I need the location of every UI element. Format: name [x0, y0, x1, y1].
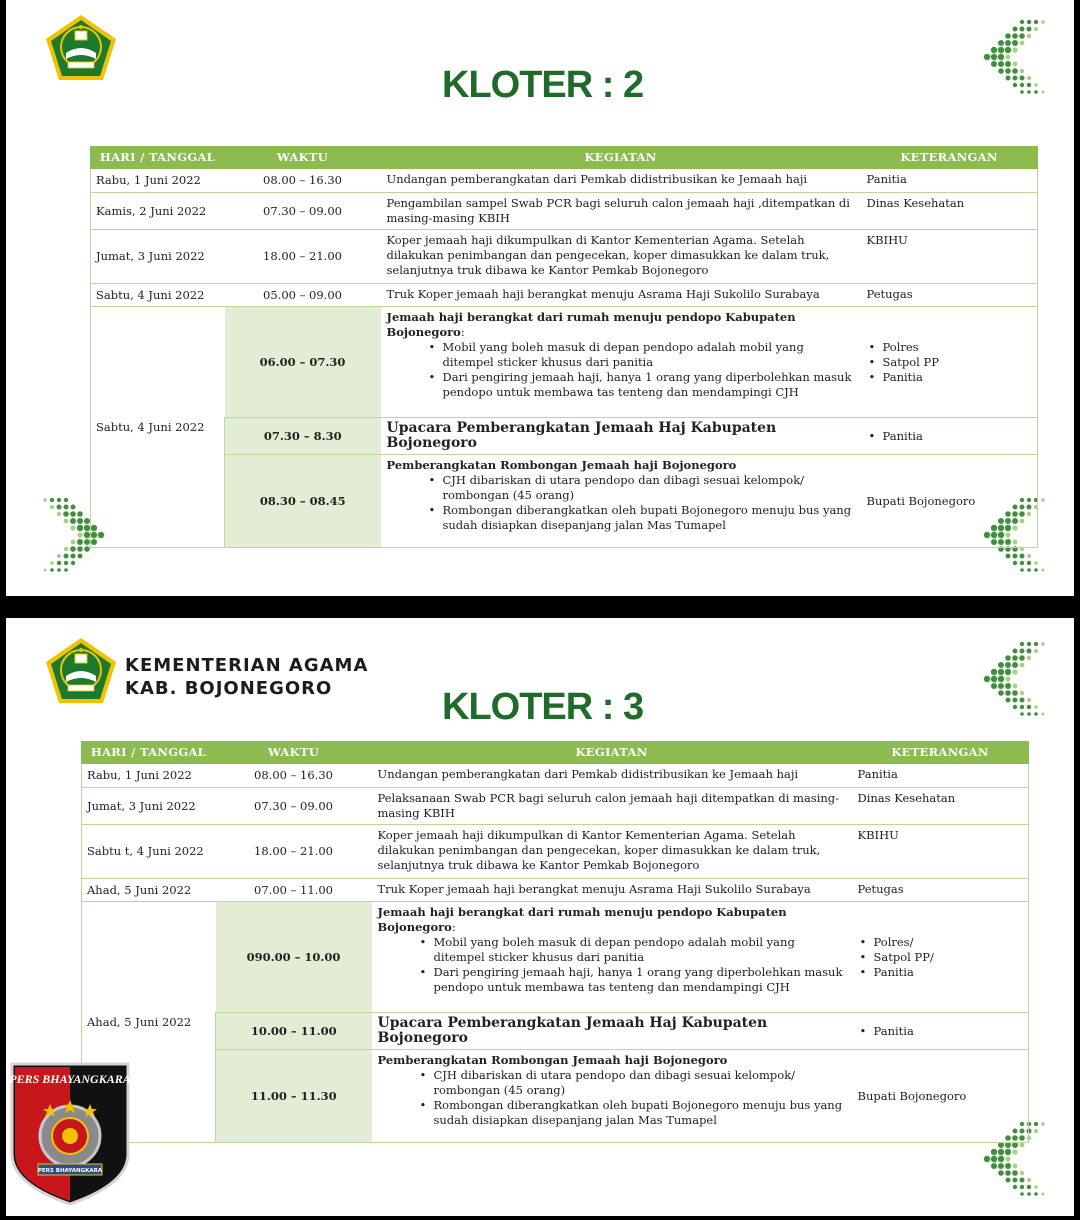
cell-hari: Jumat, 3 Juni 2022: [91, 230, 225, 284]
table-row: [91, 418, 1038, 455]
list-item: • Polres/: [874, 935, 1023, 950]
cell-kegiatan: Pengambilan sampel Swab PCR bagi seluruh calon jemaah haji ,ditempatkan di masing-masing KBIH: [381, 193, 861, 230]
cell-hari: Sabtu t, 4 Juni 2022: [82, 825, 216, 879]
table-row: [82, 825, 1029, 879]
column-header-keterangan: KETERANGAN: [861, 147, 1038, 169]
cell-waktu: 18.00 – 21.00: [216, 825, 372, 879]
table-row: [91, 230, 1038, 284]
cell-kegiatan: Koper jemaah haji dikumpulkan di Kantor Kementerian Agama. Setelah dilakukan penimbangan dan pengecekan, koper dimasukkan ke dalam truk, selanjutnya truk dibawa ke Kantor Pemkab Bojonegoro: [372, 825, 852, 879]
cell-keterangan: Panitia: [852, 764, 1029, 788]
schedule-panel-kloter-3: [6, 618, 1074, 1216]
schedule-table: [81, 741, 1029, 1143]
cell-keterangan: [852, 902, 1029, 1013]
table-header-row: [82, 742, 1029, 764]
list-item: • Dari pengiring jemaah haji, hanya 1 orang yang diperbolehkan masuk pendopo untuk membawa tas tenteng dan mendampingi CJH: [434, 965, 846, 995]
cell-kegiatan: Truk Koper jemaah haji berangkat menuju Asrama Haji Sukolilo Surabaya: [372, 879, 852, 902]
heading-suffix: :: [451, 920, 456, 934]
cell-keterangan: KBIHU: [852, 825, 1029, 879]
activity-bullet-list: [387, 473, 855, 533]
org-name-line-2: KAB. BOJONEGORO: [125, 678, 333, 699]
table-row: [82, 902, 1029, 1013]
activity-heading: Pemberangkatan Rombongan Jemaah haji Bojonegoro: [377, 1053, 728, 1067]
activity-bullet-list: [378, 1068, 846, 1128]
cell-keterangan: Dinas Kesehatan: [852, 788, 1029, 825]
activity-heading: Jemaah haji berangkat dari rumah menuju pendopo Kabupaten Bojonegoro: [386, 310, 796, 339]
keterangan-list: [858, 1024, 1023, 1039]
keterangan-list: [867, 340, 1032, 385]
cell-waktu: 18.00 – 21.00: [225, 230, 381, 284]
activity-heading: Jemaah haji berangkat dari rumah menuju pendopo Kabupaten Bojonegoro: [377, 905, 787, 934]
green-dot-chevron-icon: [982, 16, 1052, 96]
page-title: KLOTER : 3: [442, 686, 644, 728]
kemenag-logo-icon: [44, 636, 118, 706]
list-item: • Polres: [883, 340, 1032, 355]
table-row: [82, 764, 1029, 788]
list-item: • Dari pengiring jemaah haji, hanya 1 orang yang diperbolehkan masuk pendopo untuk membawa tas tenteng dan mendampingi CJH: [443, 370, 855, 400]
cell-keterangan: Panitia: [861, 169, 1038, 193]
list-item: • CJH dibariskan di utara pendopo dan dibagi sesuai kelompok/ rombongan (45 orang): [434, 1068, 846, 1098]
list-item: • Satpol PP: [883, 355, 1032, 370]
cell-hari: Kamis, 2 Juni 2022: [91, 193, 225, 230]
cell-waktu: 07.30 – 8.30: [225, 418, 381, 455]
cell-hari: Ahad, 5 Juni 2022: [82, 902, 216, 1143]
column-header-hari: HARI / TANGGAL: [91, 147, 225, 169]
keterangan-list: [858, 935, 1023, 980]
cell-kegiatan: [372, 902, 852, 1013]
table-row: [82, 1013, 1029, 1050]
cell-keterangan: Bupati Bojonegoro: [852, 1050, 1029, 1143]
cell-keterangan: [852, 1013, 1029, 1050]
table-row: [91, 284, 1038, 307]
cell-waktu: 11.00 – 11.30: [216, 1050, 372, 1143]
table-header-row: [91, 147, 1038, 169]
column-header-keterangan: KETERANGAN: [852, 742, 1029, 764]
cell-kegiatan: [381, 307, 861, 418]
cell-hari: Rabu, 1 Juni 2022: [91, 169, 225, 193]
cell-hari: Ahad, 5 Juni 2022: [82, 879, 216, 902]
list-item: • Satpol PP/: [874, 950, 1023, 965]
keterangan-list: [867, 429, 1032, 444]
cell-hari: Sabtu, 4 Juni 2022: [91, 284, 225, 307]
table-row: [82, 788, 1029, 825]
cell-kegiatan: [381, 455, 861, 548]
cell-waktu: 10.00 – 11.00: [216, 1013, 372, 1050]
cell-kegiatan: Truk Koper jemaah haji berangkat menuju Asrama Haji Sukolilo Surabaya: [381, 284, 861, 307]
org-name-line-1: KEMENTERIAN AGAMA: [125, 655, 369, 676]
table-row: [82, 1050, 1029, 1143]
list-item: • CJH dibariskan di utara pendopo dan dibagi sesuai kelompok/ rombongan (45 orang): [443, 473, 855, 503]
list-item: • Rombongan diberangkatkan oleh bupati Bojonegoro menuju bus yang sudah disiapkan disepanjang jalan Mas Tumapel: [434, 1098, 846, 1128]
cell-kegiatan: Undangan pemberangkatan dari Pemkab didistribusikan ke Jemaah haji: [381, 169, 861, 193]
cell-keterangan: [861, 418, 1038, 455]
cell-kegiatan: Koper jemaah haji dikumpulkan di Kantor Kementerian Agama. Setelah dilakukan penimbangan dan pengecekan, koper dimasukkan ke dalam truk, selanjutnya truk dibawa ke Kantor Pemkab Bojonegoro: [381, 230, 861, 284]
cell-hari: Sabtu, 4 Juni 2022: [91, 307, 225, 548]
green-dot-chevron-icon: [982, 638, 1052, 718]
list-item: • Panitia: [883, 370, 1032, 385]
org-name: [125, 654, 368, 700]
cell-kegiatan: Upacara Pemberangkatan Jemaah Haj Kabupaten Bojonegoro: [372, 1013, 852, 1050]
table-row: [91, 193, 1038, 230]
table-row: [91, 169, 1038, 193]
cell-waktu: 08.30 – 08.45: [225, 455, 381, 548]
heading-suffix: :: [460, 325, 465, 339]
column-header-kegiatan: KEGIATAN: [381, 147, 861, 169]
cell-keterangan: KBIHU: [861, 230, 1038, 284]
activity-bullet-list: [378, 935, 846, 995]
cell-waktu: 07.30 – 09.00: [216, 788, 372, 825]
cell-kegiatan: [372, 1050, 852, 1143]
badge-top-text: PERS BHAYANGKARA: [9, 1072, 131, 1086]
kemenag-logo-icon: [44, 13, 118, 83]
table-row: [91, 455, 1038, 548]
list-item: • Panitia: [874, 965, 1023, 980]
column-header-kegiatan: KEGIATAN: [372, 742, 852, 764]
list-item: • Mobil yang boleh masuk di depan pendopo adalah mobil yang ditempel sticker khusus dari panitia: [434, 935, 846, 965]
column-header-waktu: WAKTU: [225, 147, 381, 169]
cell-waktu: 07.30 – 09.00: [225, 193, 381, 230]
cell-waktu: 06.00 – 07.30: [225, 307, 381, 418]
cell-keterangan: Bupati Bojonegoro: [861, 455, 1038, 548]
table-row: [91, 307, 1038, 418]
list-item: • Panitia: [883, 429, 1032, 444]
list-item: • Rombongan diberangkatkan oleh bupati Bojonegoro menuju bus yang sudah disiapkan disepanjang jalan Mas Tumapel: [443, 503, 855, 533]
cell-kegiatan: Upacara Pemberangkatan Jemaah Haj Kabupaten Bojonegoro: [381, 418, 861, 455]
cell-waktu: 090.00 – 10.00: [216, 902, 372, 1013]
cell-keterangan: Dinas Kesehatan: [861, 193, 1038, 230]
cell-hari: Rabu, 1 Juni 2022: [82, 764, 216, 788]
list-item: • Mobil yang boleh masuk di depan pendopo adalah mobil yang ditempel sticker khusus dari panitia: [443, 340, 855, 370]
activity-heading: Pemberangkatan Rombongan Jemaah haji Bojonegoro: [386, 458, 737, 472]
column-header-hari: HARI / TANGGAL: [82, 742, 216, 764]
cell-hari: Jumat, 3 Juni 2022: [82, 788, 216, 825]
cell-waktu: 08.00 – 16.30: [225, 169, 381, 193]
cell-keterangan: Petugas: [852, 879, 1029, 902]
table-row: [82, 879, 1029, 902]
cell-kegiatan: Undangan pemberangkatan dari Pemkab didistribusikan ke Jemaah haji: [372, 764, 852, 788]
page-title: KLOTER : 2: [442, 64, 644, 106]
cell-keterangan: Petugas: [861, 284, 1038, 307]
cell-waktu: 05.00 – 09.00: [225, 284, 381, 307]
cell-kegiatan: Pelaksanaan Swab PCR bagi seluruh calon jemaah haji ditempatkan di masing-masing KBIH: [372, 788, 852, 825]
cell-keterangan: [861, 307, 1038, 418]
schedule-table: [90, 146, 1038, 548]
activity-bullet-list: [387, 340, 855, 400]
schedule-panel-kloter-2: [6, 0, 1074, 596]
list-item: • Panitia: [874, 1024, 1023, 1039]
column-header-waktu: WAKTU: [216, 742, 372, 764]
pers-bhayangkara-badge-icon: [6, 1058, 134, 1206]
cell-waktu: 07.00 – 11.00: [216, 879, 372, 902]
cell-waktu: 08.00 – 16.30: [216, 764, 372, 788]
badge-ribbon-text: PERS BHAYANGKARA: [37, 1168, 103, 1174]
